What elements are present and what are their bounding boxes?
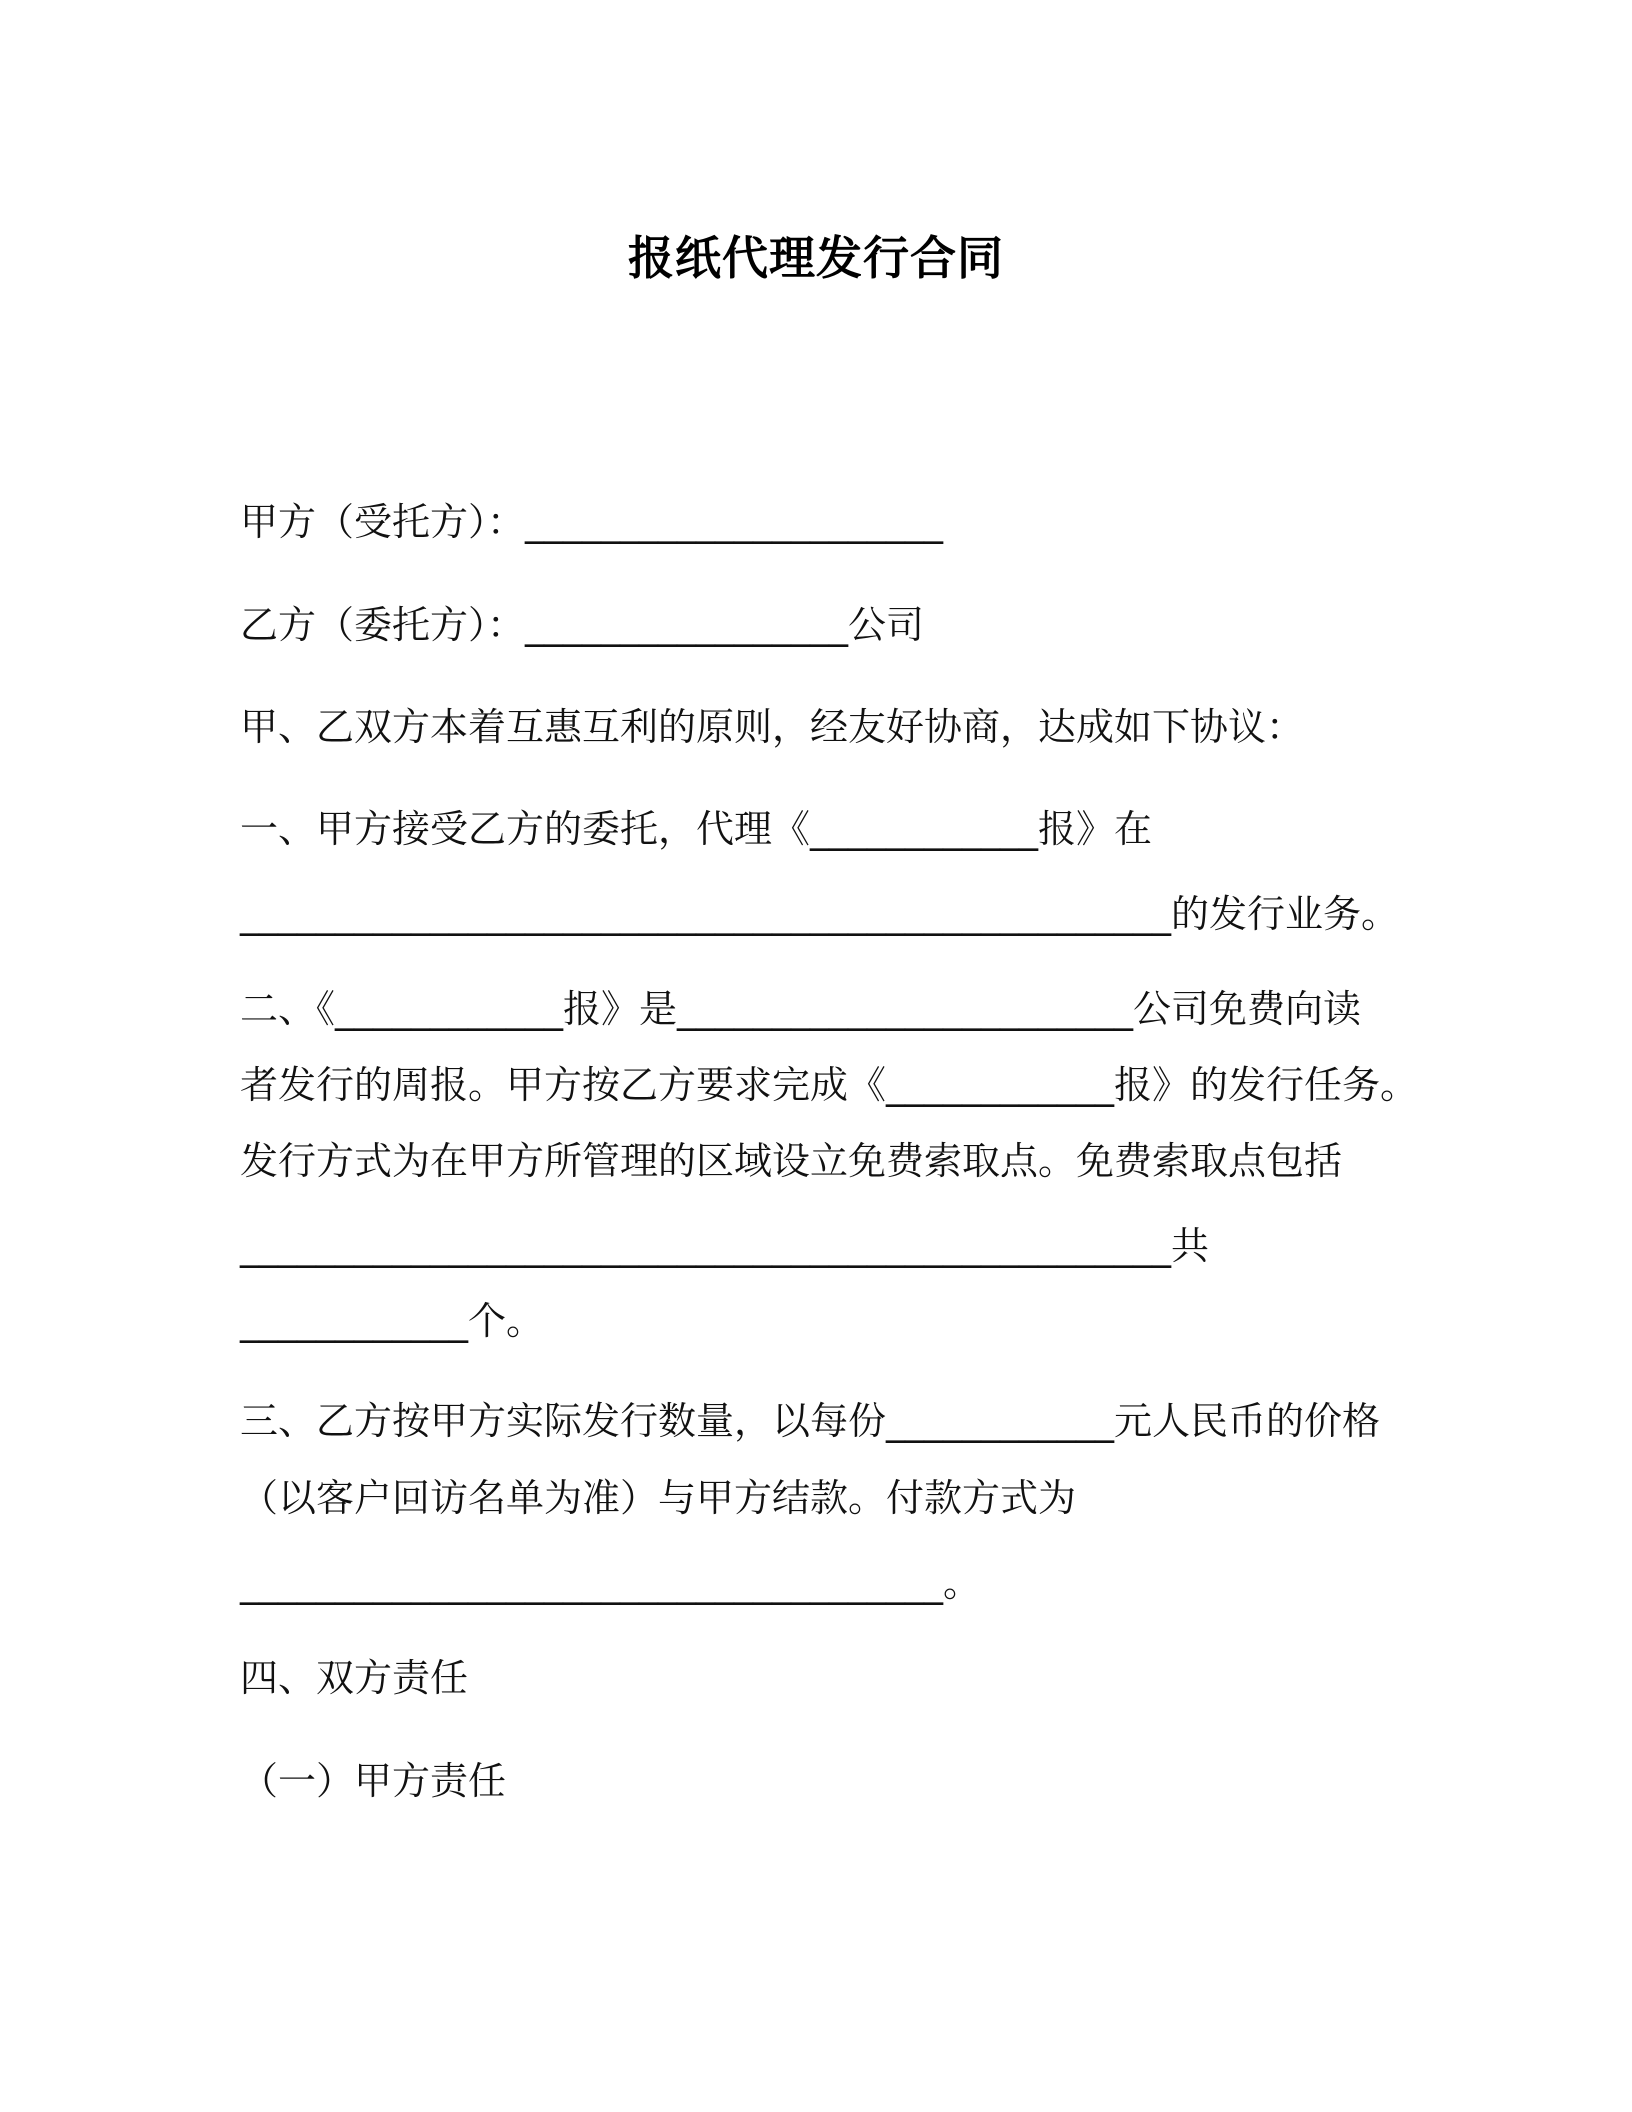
clause-3-line-1: 三、乙方按甲方实际发行数量，以每份____________元人民币的价格 [240,1399,1381,1443]
clause-3-line-2: （以客户回访名单为准）与甲方结款。付款方式为 [240,1476,1077,1520]
clause-2-line-5: ____________个。 [240,1299,545,1343]
clause-2-line-3: 发行方式为在甲方所管理的区域设立免费索取点。免费索取点包括 [240,1139,1343,1183]
clause-4-heading: 四、双方责任 [240,1656,469,1700]
party-a-line: 甲方（受托方）：______________________ [240,500,944,544]
clause-2-line-2: 者发行的周报。甲方按乙方要求完成《____________报》的发行任务。 [240,1063,1419,1107]
document-title: 报纸代理发行合同 [628,231,1004,285]
preamble-line: 甲、乙双方本着互惠互利的原则，经友好协商，达成如下协议： [240,705,1305,749]
clause-2-line-1: 二、《____________报》是________________________公司免费向读 [240,987,1362,1031]
clause-2-line-4: _________________________________________________共 [240,1224,1210,1268]
party-b-line: 乙方（委托方）：_________________公司 [240,603,925,647]
clause-4-subheading: （一）甲方责任 [240,1759,507,1803]
clause-1-line-2: _________________________________________________的发行业务。 [240,892,1400,936]
clause-1-line-1: 一、甲方接受乙方的委托，代理《____________报》在 [240,807,1153,851]
clause-3-line-3: _____________________________________。 [240,1561,982,1605]
